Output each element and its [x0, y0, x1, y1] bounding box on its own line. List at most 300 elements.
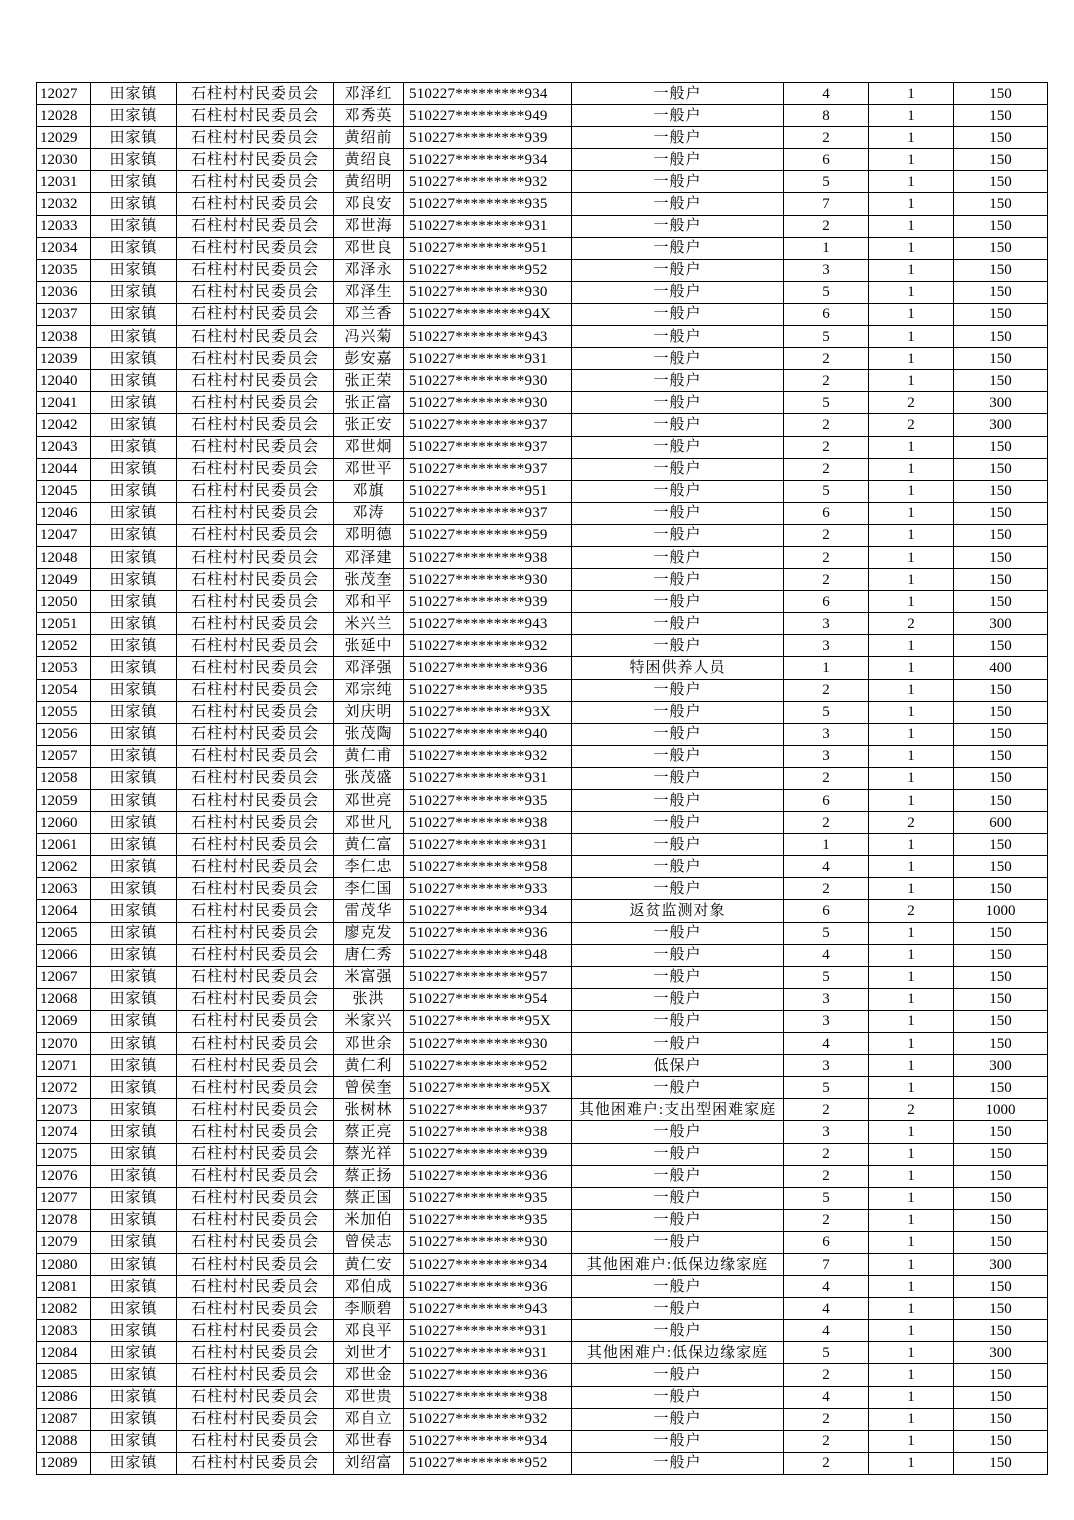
row-number-cell: 12027 [37, 83, 91, 105]
amount-cell: 1000 [954, 900, 1048, 922]
family-size-cell: 2 [784, 1364, 869, 1386]
household-type-cell: 一般户 [572, 679, 784, 701]
amount-cell: 150 [954, 1276, 1048, 1298]
row-number-cell: 12071 [37, 1055, 91, 1077]
count-cell: 1 [869, 922, 954, 944]
table-row [37, 1253, 1048, 1275]
amount-cell: 300 [954, 1342, 1048, 1364]
householder-name-cell: 黄绍明 [334, 171, 404, 193]
table-row [37, 679, 1048, 701]
amount-cell: 150 [954, 546, 1048, 568]
household-type-cell: 返贫监测对象 [572, 900, 784, 922]
village-committee-cell: 石柱村村民委员会 [177, 1386, 334, 1408]
householder-name-cell: 邓世炯 [334, 436, 404, 458]
amount-cell: 150 [954, 370, 1048, 392]
table-row [37, 1231, 1048, 1253]
id-number-cell: 510227*********931 [404, 215, 572, 237]
family-size-cell: 5 [784, 281, 869, 303]
id-number-cell: 510227*********934 [404, 149, 572, 171]
count-cell: 1 [869, 237, 954, 259]
householder-name-cell: 邓和平 [334, 591, 404, 613]
family-size-cell: 4 [784, 944, 869, 966]
id-number-cell: 510227*********936 [404, 1165, 572, 1187]
amount-cell: 150 [954, 635, 1048, 657]
family-size-cell: 4 [784, 1276, 869, 1298]
householder-name-cell: 米富强 [334, 966, 404, 988]
row-number-cell: 12064 [37, 900, 91, 922]
amount-cell: 150 [954, 701, 1048, 723]
village-committee-cell: 石柱村村民委员会 [177, 723, 334, 745]
row-number-cell: 12069 [37, 1010, 91, 1032]
amount-cell: 150 [954, 745, 1048, 767]
household-type-cell: 一般户 [572, 790, 784, 812]
household-type-cell: 一般户 [572, 1364, 784, 1386]
householder-name-cell: 廖克发 [334, 922, 404, 944]
amount-cell: 150 [954, 127, 1048, 149]
family-size-cell: 4 [784, 1386, 869, 1408]
householder-name-cell: 邓泽生 [334, 281, 404, 303]
village-committee-cell: 石柱村村民委员会 [177, 767, 334, 789]
householder-name-cell: 邓兰香 [334, 303, 404, 325]
household-type-cell: 一般户 [572, 414, 784, 436]
row-number-cell: 12043 [37, 436, 91, 458]
town-cell: 田家镇 [91, 591, 177, 613]
amount-cell: 150 [954, 458, 1048, 480]
householder-name-cell: 冯兴菊 [334, 326, 404, 348]
householder-name-cell: 邓世平 [334, 458, 404, 480]
village-committee-cell: 石柱村村民委员会 [177, 812, 334, 834]
village-committee-cell: 石柱村村民委员会 [177, 591, 334, 613]
row-number-cell: 12051 [37, 613, 91, 635]
family-size-cell: 5 [784, 326, 869, 348]
amount-cell: 150 [954, 502, 1048, 524]
village-committee-cell: 石柱村村民委员会 [177, 966, 334, 988]
householder-name-cell: 曾侯志 [334, 1231, 404, 1253]
town-cell: 田家镇 [91, 392, 177, 414]
household-type-cell: 一般户 [572, 723, 784, 745]
village-committee-cell: 石柱村村民委员会 [177, 1077, 334, 1099]
table-row [37, 370, 1048, 392]
village-committee-cell: 石柱村村民委员会 [177, 657, 334, 679]
amount-cell: 150 [954, 524, 1048, 546]
householder-name-cell: 刘绍富 [334, 1452, 404, 1474]
id-number-cell: 510227*********940 [404, 723, 572, 745]
count-cell: 1 [869, 171, 954, 193]
id-number-cell: 510227*********954 [404, 988, 572, 1010]
town-cell: 田家镇 [91, 812, 177, 834]
table-row [37, 569, 1048, 591]
town-cell: 田家镇 [91, 1320, 177, 1342]
table-row [37, 1386, 1048, 1408]
household-type-cell: 一般户 [572, 1077, 784, 1099]
householder-name-cell: 米加伯 [334, 1209, 404, 1231]
family-size-cell: 8 [784, 105, 869, 127]
householder-name-cell: 张洪 [334, 988, 404, 1010]
householder-name-cell: 曾侯奎 [334, 1077, 404, 1099]
household-type-cell: 一般户 [572, 569, 784, 591]
id-number-cell: 510227*********930 [404, 1033, 572, 1055]
village-committee-cell: 石柱村村民委员会 [177, 1452, 334, 1474]
count-cell: 2 [869, 1099, 954, 1121]
table-row [37, 149, 1048, 171]
count-cell: 2 [869, 392, 954, 414]
householder-name-cell: 蔡正亮 [334, 1121, 404, 1143]
household-type-cell: 一般户 [572, 767, 784, 789]
count-cell: 1 [869, 1342, 954, 1364]
count-cell: 1 [869, 745, 954, 767]
household-type-cell: 一般户 [572, 105, 784, 127]
row-number-cell: 12084 [37, 1342, 91, 1364]
family-size-cell: 6 [784, 900, 869, 922]
id-number-cell: 510227*********935 [404, 1187, 572, 1209]
village-committee-cell: 石柱村村民委员会 [177, 988, 334, 1010]
amount-cell: 150 [954, 1430, 1048, 1452]
householder-name-cell: 邓世春 [334, 1430, 404, 1452]
householder-name-cell: 彭安嘉 [334, 348, 404, 370]
family-size-cell: 3 [784, 613, 869, 635]
household-table [36, 82, 1048, 1475]
amount-cell: 600 [954, 812, 1048, 834]
village-committee-cell: 石柱村村民委员会 [177, 348, 334, 370]
amount-cell: 150 [954, 281, 1048, 303]
family-size-cell: 6 [784, 149, 869, 171]
row-number-cell: 12079 [37, 1231, 91, 1253]
count-cell: 1 [869, 83, 954, 105]
row-number-cell: 12058 [37, 767, 91, 789]
table-body [37, 83, 1048, 1475]
household-type-cell: 一般户 [572, 326, 784, 348]
count-cell: 1 [869, 723, 954, 745]
row-number-cell: 12057 [37, 745, 91, 767]
amount-cell: 150 [954, 1386, 1048, 1408]
table-row [37, 281, 1048, 303]
householder-name-cell: 黄仁安 [334, 1253, 404, 1275]
row-number-cell: 12049 [37, 569, 91, 591]
family-size-cell: 7 [784, 193, 869, 215]
amount-cell: 150 [954, 149, 1048, 171]
householder-name-cell: 邓世亮 [334, 790, 404, 812]
family-size-cell: 5 [784, 966, 869, 988]
householder-name-cell: 黄仁甫 [334, 745, 404, 767]
family-size-cell: 2 [784, 1408, 869, 1430]
household-type-cell: 一般户 [572, 348, 784, 370]
count-cell: 1 [869, 988, 954, 1010]
family-size-cell: 4 [784, 1298, 869, 1320]
table-row [37, 1143, 1048, 1165]
household-type-cell: 一般户 [572, 1143, 784, 1165]
count-cell: 1 [869, 1386, 954, 1408]
household-type-cell: 一般户 [572, 370, 784, 392]
table-row [37, 127, 1048, 149]
amount-cell: 1000 [954, 1099, 1048, 1121]
count-cell: 1 [869, 1077, 954, 1099]
householder-name-cell: 蔡正扬 [334, 1165, 404, 1187]
table-row [37, 812, 1048, 834]
householder-name-cell: 邓世良 [334, 237, 404, 259]
id-number-cell: 510227*********935 [404, 1209, 572, 1231]
table-row [37, 767, 1048, 789]
householder-name-cell: 张延中 [334, 635, 404, 657]
family-size-cell: 5 [784, 480, 869, 502]
town-cell: 田家镇 [91, 1209, 177, 1231]
count-cell: 1 [869, 1209, 954, 1231]
town-cell: 田家镇 [91, 259, 177, 281]
household-type-cell: 低保户 [572, 1055, 784, 1077]
family-size-cell: 1 [784, 237, 869, 259]
id-number-cell: 510227*********937 [404, 436, 572, 458]
family-size-cell: 6 [784, 502, 869, 524]
family-size-cell: 1 [784, 834, 869, 856]
row-number-cell: 12070 [37, 1033, 91, 1055]
id-number-cell: 510227*********937 [404, 502, 572, 524]
table-row [37, 193, 1048, 215]
id-number-cell: 510227*********930 [404, 1231, 572, 1253]
id-number-cell: 510227*********939 [404, 1143, 572, 1165]
village-committee-cell: 石柱村村民委员会 [177, 83, 334, 105]
count-cell: 2 [869, 900, 954, 922]
amount-cell: 150 [954, 856, 1048, 878]
row-number-cell: 12081 [37, 1276, 91, 1298]
householder-name-cell: 李仁国 [334, 878, 404, 900]
householder-name-cell: 张茂盛 [334, 767, 404, 789]
household-type-cell: 一般户 [572, 480, 784, 502]
id-number-cell: 510227*********930 [404, 569, 572, 591]
town-cell: 田家镇 [91, 1099, 177, 1121]
table-row [37, 1276, 1048, 1298]
household-type-cell: 一般户 [572, 1386, 784, 1408]
count-cell: 1 [869, 1165, 954, 1187]
row-number-cell: 12047 [37, 524, 91, 546]
amount-cell: 150 [954, 1320, 1048, 1342]
householder-name-cell: 邓泽强 [334, 657, 404, 679]
household-type-cell: 一般户 [572, 436, 784, 458]
household-type-cell: 一般户 [572, 193, 784, 215]
table-row [37, 502, 1048, 524]
row-number-cell: 12033 [37, 215, 91, 237]
table-row [37, 303, 1048, 325]
family-size-cell: 6 [784, 1231, 869, 1253]
household-type-cell: 一般户 [572, 1209, 784, 1231]
id-number-cell: 510227*********932 [404, 745, 572, 767]
town-cell: 田家镇 [91, 856, 177, 878]
count-cell: 1 [869, 546, 954, 568]
count-cell: 1 [869, 1033, 954, 1055]
id-number-cell: 510227*********93X [404, 701, 572, 723]
family-size-cell: 5 [784, 922, 869, 944]
town-cell: 田家镇 [91, 348, 177, 370]
town-cell: 田家镇 [91, 900, 177, 922]
village-committee-cell: 石柱村村民委员会 [177, 679, 334, 701]
village-committee-cell: 石柱村村民委员会 [177, 524, 334, 546]
count-cell: 1 [869, 1430, 954, 1452]
town-cell: 田家镇 [91, 745, 177, 767]
count-cell: 1 [869, 1121, 954, 1143]
row-number-cell: 12080 [37, 1253, 91, 1275]
family-size-cell: 4 [784, 83, 869, 105]
village-committee-cell: 石柱村村民委员会 [177, 237, 334, 259]
row-number-cell: 12045 [37, 480, 91, 502]
id-number-cell: 510227*********939 [404, 127, 572, 149]
row-number-cell: 12039 [37, 348, 91, 370]
town-cell: 田家镇 [91, 546, 177, 568]
householder-name-cell: 邓世海 [334, 215, 404, 237]
row-number-cell: 12055 [37, 701, 91, 723]
amount-cell: 150 [954, 1298, 1048, 1320]
household-type-cell: 一般户 [572, 988, 784, 1010]
village-committee-cell: 石柱村村民委员会 [177, 613, 334, 635]
household-type-cell: 一般户 [572, 591, 784, 613]
table-row [37, 723, 1048, 745]
householder-name-cell: 邓世余 [334, 1033, 404, 1055]
householder-name-cell: 张茂陶 [334, 723, 404, 745]
id-number-cell: 510227*********931 [404, 348, 572, 370]
village-committee-cell: 石柱村村民委员会 [177, 1033, 334, 1055]
householder-name-cell: 邓世金 [334, 1364, 404, 1386]
householder-name-cell: 蔡光祥 [334, 1143, 404, 1165]
count-cell: 1 [869, 1143, 954, 1165]
householder-name-cell: 黄仁利 [334, 1055, 404, 1077]
table-row [37, 944, 1048, 966]
count-cell: 1 [869, 1320, 954, 1342]
table-row [37, 657, 1048, 679]
village-committee-cell: 石柱村村民委员会 [177, 370, 334, 392]
town-cell: 田家镇 [91, 1055, 177, 1077]
town-cell: 田家镇 [91, 1187, 177, 1209]
count-cell: 1 [869, 502, 954, 524]
village-committee-cell: 石柱村村民委员会 [177, 900, 334, 922]
town-cell: 田家镇 [91, 127, 177, 149]
amount-cell: 150 [954, 1165, 1048, 1187]
family-size-cell: 3 [784, 723, 869, 745]
table-row [37, 105, 1048, 127]
householder-name-cell: 邓宗纯 [334, 679, 404, 701]
village-committee-cell: 石柱村村民委员会 [177, 944, 334, 966]
household-type-cell: 一般户 [572, 83, 784, 105]
town-cell: 田家镇 [91, 215, 177, 237]
village-committee-cell: 石柱村村民委员会 [177, 480, 334, 502]
amount-cell: 150 [954, 1187, 1048, 1209]
household-type-cell: 一般户 [572, 745, 784, 767]
row-number-cell: 12048 [37, 546, 91, 568]
count-cell: 1 [869, 348, 954, 370]
count-cell: 1 [869, 1253, 954, 1275]
count-cell: 1 [869, 326, 954, 348]
town-cell: 田家镇 [91, 414, 177, 436]
town-cell: 田家镇 [91, 1430, 177, 1452]
household-type-cell: 一般户 [572, 303, 784, 325]
table-row [37, 215, 1048, 237]
amount-cell: 150 [954, 215, 1048, 237]
row-number-cell: 12034 [37, 237, 91, 259]
id-number-cell: 510227*********932 [404, 171, 572, 193]
row-number-cell: 12086 [37, 1386, 91, 1408]
amount-cell: 150 [954, 878, 1048, 900]
household-type-cell: 一般户 [572, 856, 784, 878]
id-number-cell: 510227*********938 [404, 812, 572, 834]
table-row [37, 1298, 1048, 1320]
family-size-cell: 3 [784, 259, 869, 281]
id-number-cell: 510227*********943 [404, 326, 572, 348]
row-number-cell: 12087 [37, 1408, 91, 1430]
row-number-cell: 12075 [37, 1143, 91, 1165]
village-committee-cell: 石柱村村民委员会 [177, 1408, 334, 1430]
amount-cell: 150 [954, 1121, 1048, 1143]
amount-cell: 150 [954, 591, 1048, 613]
village-committee-cell: 石柱村村民委员会 [177, 1010, 334, 1032]
row-number-cell: 12068 [37, 988, 91, 1010]
householder-name-cell: 黄仁富 [334, 834, 404, 856]
village-committee-cell: 石柱村村民委员会 [177, 149, 334, 171]
family-size-cell: 1 [784, 657, 869, 679]
table-row [37, 436, 1048, 458]
householder-name-cell: 李仁忠 [334, 856, 404, 878]
household-type-cell: 一般户 [572, 259, 784, 281]
amount-cell: 150 [954, 1209, 1048, 1231]
town-cell: 田家镇 [91, 834, 177, 856]
count-cell: 1 [869, 856, 954, 878]
town-cell: 田家镇 [91, 1276, 177, 1298]
family-size-cell: 5 [784, 1077, 869, 1099]
family-size-cell: 2 [784, 546, 869, 568]
amount-cell: 150 [954, 922, 1048, 944]
village-committee-cell: 石柱村村民委员会 [177, 458, 334, 480]
table-row [37, 1055, 1048, 1077]
id-number-cell: 510227*********948 [404, 944, 572, 966]
row-number-cell: 12089 [37, 1452, 91, 1474]
row-number-cell: 12054 [37, 679, 91, 701]
id-number-cell: 510227*********952 [404, 259, 572, 281]
table-row [37, 834, 1048, 856]
count-cell: 1 [869, 370, 954, 392]
id-number-cell: 510227*********930 [404, 392, 572, 414]
household-type-cell: 一般户 [572, 1033, 784, 1055]
row-number-cell: 12042 [37, 414, 91, 436]
id-number-cell: 510227*********951 [404, 237, 572, 259]
household-type-cell: 一般户 [572, 524, 784, 546]
amount-cell: 150 [954, 1033, 1048, 1055]
householder-name-cell: 邓自立 [334, 1408, 404, 1430]
amount-cell: 150 [954, 171, 1048, 193]
id-number-cell: 510227*********931 [404, 834, 572, 856]
row-number-cell: 12077 [37, 1187, 91, 1209]
family-size-cell: 5 [784, 1342, 869, 1364]
amount-cell: 150 [954, 1408, 1048, 1430]
count-cell: 1 [869, 657, 954, 679]
id-number-cell: 510227*********943 [404, 613, 572, 635]
town-cell: 田家镇 [91, 1452, 177, 1474]
row-number-cell: 12059 [37, 790, 91, 812]
village-committee-cell: 石柱村村民委员会 [177, 1298, 334, 1320]
row-number-cell: 12060 [37, 812, 91, 834]
amount-cell: 150 [954, 193, 1048, 215]
count-cell: 1 [869, 1408, 954, 1430]
household-type-cell: 一般户 [572, 1408, 784, 1430]
town-cell: 田家镇 [91, 1077, 177, 1099]
town-cell: 田家镇 [91, 790, 177, 812]
town-cell: 田家镇 [91, 193, 177, 215]
town-cell: 田家镇 [91, 237, 177, 259]
town-cell: 田家镇 [91, 436, 177, 458]
household-type-cell: 一般户 [572, 966, 784, 988]
amount-cell: 150 [954, 259, 1048, 281]
count-cell: 1 [869, 1231, 954, 1253]
amount-cell: 150 [954, 480, 1048, 502]
householder-name-cell: 米家兴 [334, 1010, 404, 1032]
town-cell: 田家镇 [91, 988, 177, 1010]
count-cell: 1 [869, 944, 954, 966]
row-number-cell: 12032 [37, 193, 91, 215]
count-cell: 1 [869, 458, 954, 480]
